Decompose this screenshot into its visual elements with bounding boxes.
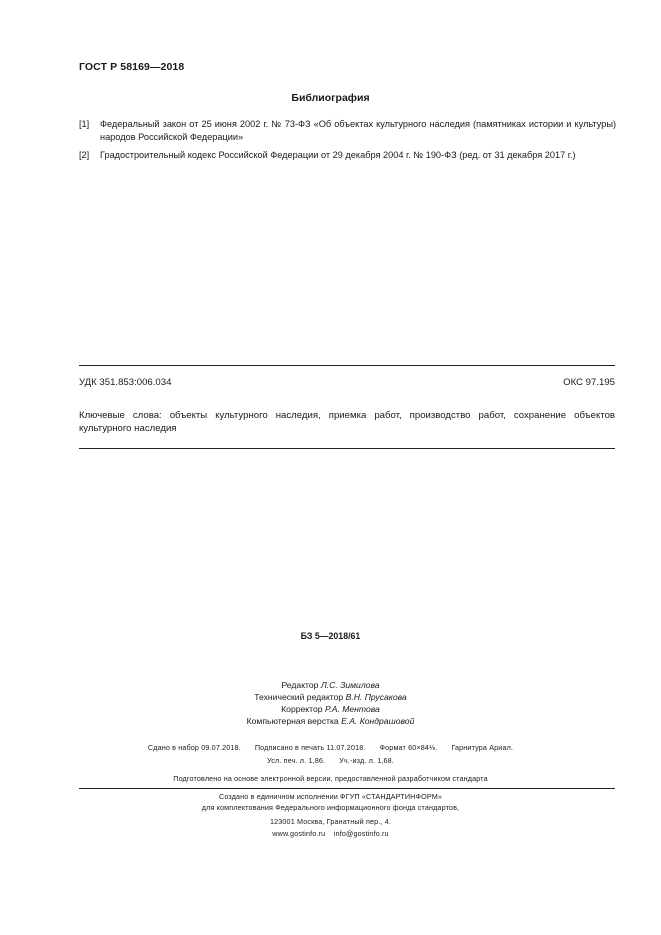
print-detail: Гарнитура Ариал. [451,743,514,752]
divider [79,448,615,449]
created-note: Создано в единичном исполнении ФГУП «СТАНДАРТИНФОРМ» [219,792,442,801]
staff-name: Р.А. Ментова [324,704,380,714]
udk-code: УДК 351.853:006.034 [79,377,172,388]
staff-name: В.Н. Прусакова [345,692,407,702]
bibliography-item-text: Градостроительный кодекс Российской Федерации от 29 декабря 2004 г. № 190-ФЗ (ред. от 31 декабря 2017 г.) [100,150,576,160]
print-detail: Уч.-изд. л. 1,68. [339,756,394,765]
staff-role: Редактор [281,680,319,690]
print-details [0,743,661,752]
keywords: Ключевые слова: объекты культурного наследия, приемка работ, производство работ, сохранение объектов культурного наследия [79,410,615,434]
staff-role: Корректор [281,704,323,714]
staff-role: Компьютерная верстка [246,716,339,726]
address: 123001 Москва, Гранатный пер., 4. [269,817,392,826]
staff-line [0,692,661,702]
standard-number: ГОСТ Р 58169—2018 [79,61,185,73]
bibliography-item [79,118,616,144]
bibliography-item-number: [2] [79,150,90,160]
prepared-note: Подготовлено на основе электронной версии, предоставленной разработчиком стандарта [173,774,488,783]
print-detail: Подписано в печать 11.07.2018. [254,743,366,752]
bibliography-item [79,149,616,162]
staff-line [0,704,661,714]
staff-line [0,716,661,726]
staff-role: Технический редактор [254,692,344,702]
bz-number: БЗ 5—2018/61 [300,631,361,641]
staff-line [0,680,661,690]
divider [79,365,615,366]
bibliography-title: Библиография [291,92,370,104]
oks-code: ОКС 97.195 [563,377,615,388]
contacts [0,829,661,838]
divider [79,788,615,789]
print-detail: Сдано в набор 09.07.2018. [147,743,241,752]
staff-name: Е.А. Кондрашовой [341,716,415,726]
print-details [0,756,661,765]
print-detail: Формат 60×84⅛. [379,743,438,752]
email-link[interactable]: info@gostinfo.ru [333,829,389,838]
created-note: для комплектования Федерального информационного фонда стандартов, [201,803,460,812]
bibliography-item-text: Федеральный закон от 25 июня 2002 г. № 73-ФЗ «Об объектах культурного наследия (памятниках истории и культуры) народов Российской Федерации» [100,119,616,142]
bibliography-item-number: [1] [79,119,90,129]
print-detail: Усл. печ. л. 1,86. [267,756,326,765]
staff-name: Л.С. Зимилова [320,680,380,690]
website-link[interactable]: www.gostinfo.ru [272,829,326,838]
